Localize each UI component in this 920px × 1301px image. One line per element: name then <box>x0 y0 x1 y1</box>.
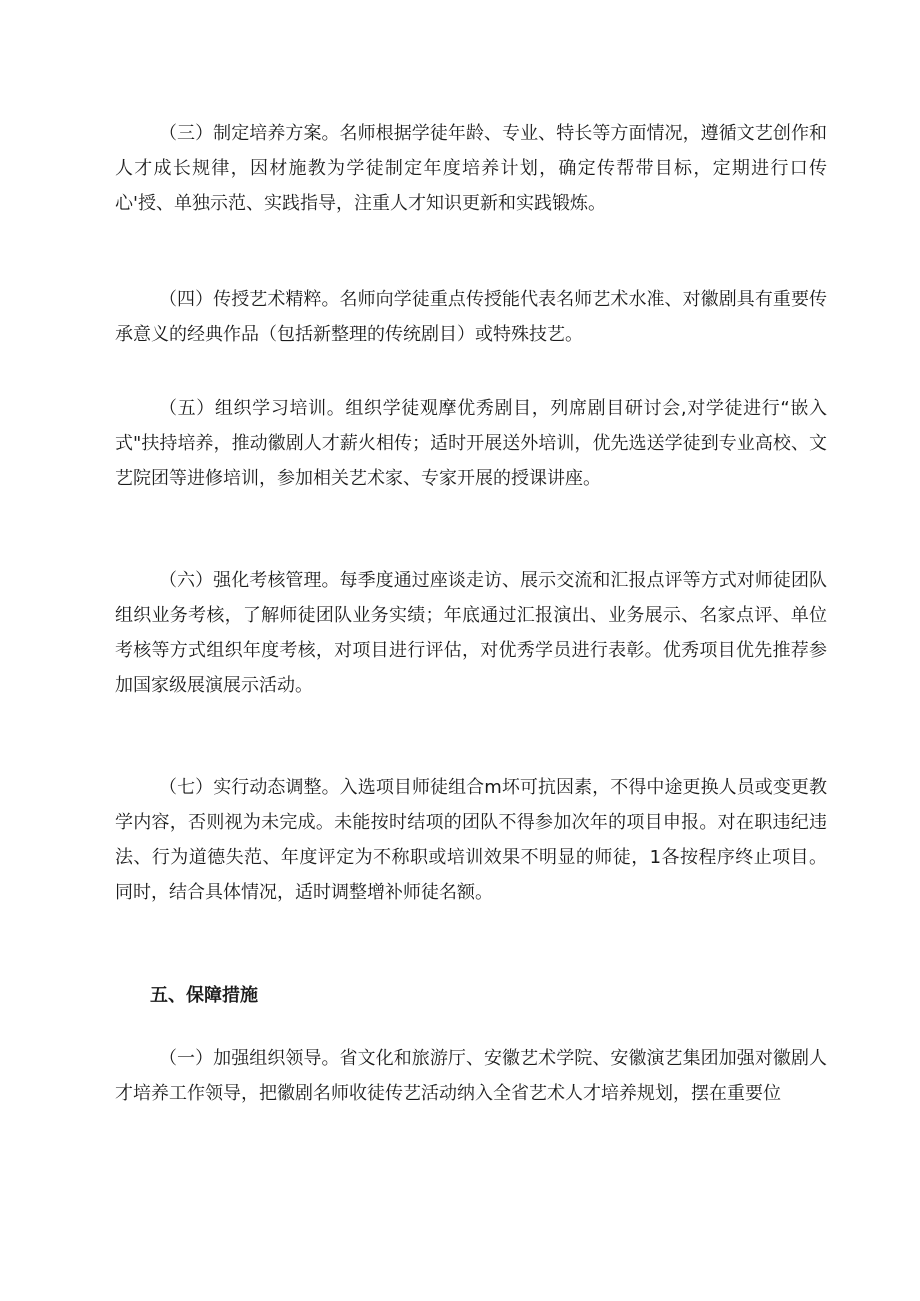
section-heading: 五、保障措施 <box>150 985 258 1006</box>
paragraph-section-6: （六）强化考核管理。每季度通过座谈走访、展示交流和汇报点评等方式对师徒团队组织业务考核，了解师徒团队业务实绩；年底通过汇报演出、业务展示、名家点评、单位考核等方式组织年度考核，对项目进行评估，对优秀学员进行表彰。优秀项目优先推荐参加国家级展演展示活动。 <box>115 570 827 696</box>
paragraph-measure-1: （一）加强组织领导。省文化和旅游厅、安徽艺术学院、安徽演艺集团加强对徽剧人才培养工作领导，把徽剧名师收徒传艺活动纳入全省艺术人才培养规划，摆在重要位 <box>115 1048 827 1104</box>
paragraph-section-4: （四）传授艺术精粹。名师向学徒重点传授能代表名师艺术水准、对徽剧具有重要传承意义的经典作品（包括新整理的传统剧目）或特殊技艺。 <box>115 289 827 345</box>
paragraph-section-7: （七）实行动态调整。入选项目师徒组合m坏可抗因素，不得中途更换人员或变更教学内容，否则视为未完成。未能按时结项的团队不得参加次年的项目申报。对在职违纪违法、行为道德失范、年度评定为不称职或培训效果不明显的师徒，1各按程序终止项目。同时，结合具体情况，适时调整增补师徒名额。 <box>115 777 827 903</box>
paragraph-section-3: （三）制定培养方案。名师根据学徒年龄、专业、特长等方面情况，遵循文艺创作和人才成长规律，因材施教为学徒制定年度培养计划，确定传帮带目标，定期进行口传心'授、单独示范、实践指导，注重人才知识更新和实践锻炼。 <box>115 123 827 214</box>
paragraph-section-5: （五）组织学习培训。组织学徒观摩优秀剧目，列席剧目研讨会,对学徒进行“嵌入式"扶持培养，推动徽剧人才薪火相传；适时开展送外培训，优先选送学徒到专业高校、文艺院团等进修培训，参加相关艺术家、专家开展的授课讲座。 <box>115 398 827 489</box>
